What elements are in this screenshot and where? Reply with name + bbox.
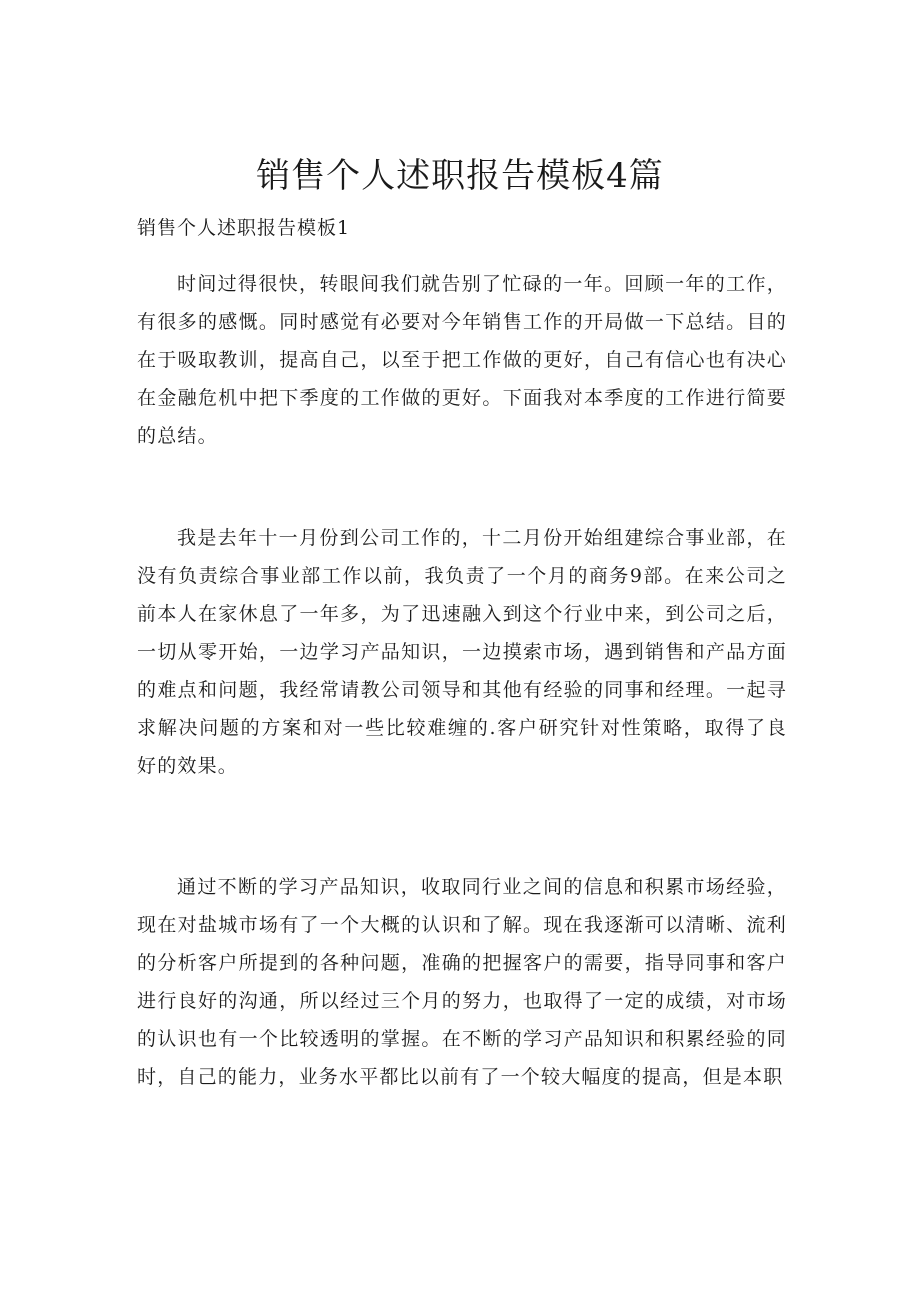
- paragraph-3: 通过不断的学习产品知识，收取同行业之间的信息和积累市场经验，现在对盐城市场有了一个大概的认识和了解。现在我逐渐可以清晰、流利的分析客户所提到的各种问题，准确的把握客户的需要，指导同事和客户进行良好的沟通，所以经过三个月的努力，也取得了一定的成绩，对市场的认识也有一个比较透明的掌握。在不断的学习产品知识和积累经验的同时，自己的能力，业务水平都比以前有了一个较大幅度的提高，但是本职: [137, 876, 787, 1088]
- section-heading: 销售个人述职报告模板1: [137, 217, 351, 239]
- paragraph-2: 我是去年十一月份到公司工作的，十二月份开始组建综合事业部，在没有负责综合事业部工作以前，我负责了一个月的商务9部。在来公司之前本人在家休息了一年多，为了迅速融入到这个行业中来，到公司之后，一切从零开始，一边学习产品知识，一边摸索市场，遇到销售和产品方面的难点和问题，我经常请教公司领导和其他有经验的同事和经理。一起寻求解决问题的方案和对一些比较难缠的.客户研究针对性策略，取得了良好的效果。: [137, 527, 787, 777]
- paragraph-1: 时间过得很快，转眼间我们就告别了忙碌的一年。回顾一年的工作，有很多的感慨。同时感觉有必要对今年销售工作的开局做一下总结。目的在于吸取教训，提高自己，以至于把工作做的更好，自己有信心也有决心在金融危机中把下季度的工作做的更好。下面我对本季度的工作进行简要的总结。: [137, 273, 787, 447]
- document-title: 销售个人述职报告模板4篇: [256, 156, 664, 196]
